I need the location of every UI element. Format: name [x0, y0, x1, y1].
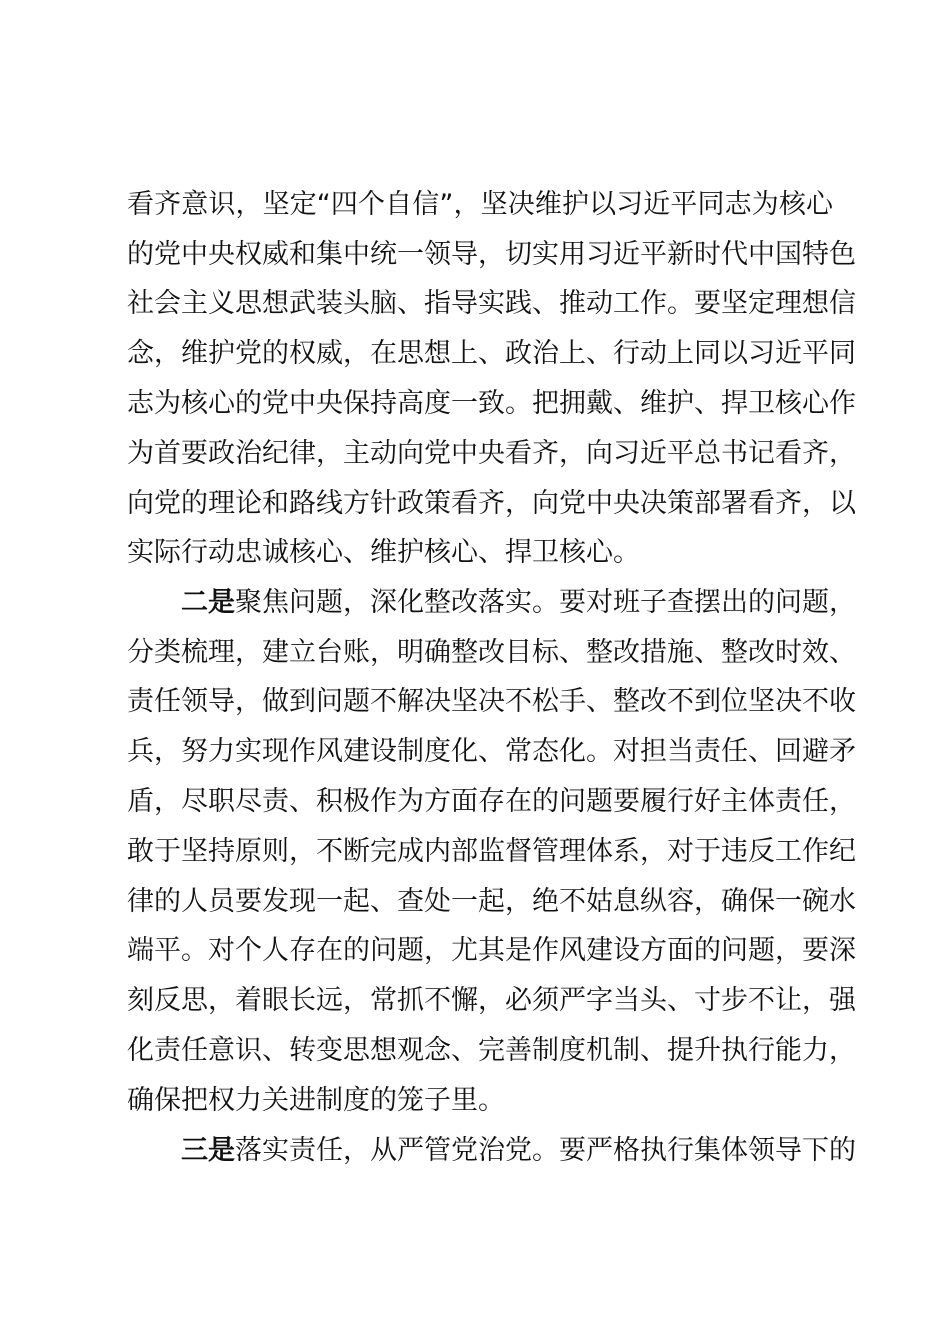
- paragraph-line: 的党中央权威和集中统一领导，切实用习近平新时代中国特色: [127, 239, 856, 270]
- paragraph-line: 化责任意识、转变思想观念、完善制度机制、提升执行能力，: [127, 1035, 856, 1066]
- paragraph-line: 念，维护党的权威，在思想上、政治上、行动上同以习近平同: [127, 338, 856, 369]
- paragraph-line: 责任领导，做到问题不解决坚决不松手、整改不到位坚决不收: [127, 686, 856, 717]
- paragraph-text: 落实责任，从严管党治党。要严格执行集体领导下的: [235, 1135, 856, 1166]
- paragraph-line: 刻反思，着眼长远，常抓不懈，必须严字当头、寸步不让，强: [127, 985, 856, 1016]
- paragraph-line: 盾，尽职尽责、积极作为方面存在的问题要履行好主体责任，: [127, 786, 856, 817]
- paragraph-line: 向党的理论和路线方针政策看齐，向党中央决策部署看齐，以: [127, 488, 856, 519]
- paragraph-line: 实际行动忠诚核心、维护核心、捍卫核心。: [127, 537, 640, 568]
- paragraph-line: 端平。对个人存在的问题，尤其是作风建设方面的问题，要深: [127, 935, 856, 966]
- paragraph-line: 社会主义思想武装头脑、指导实践、推动工作。要坚定理想信: [127, 288, 856, 319]
- paragraph-line: 看齐意识，坚定“四个自信”，坚决维护以习近平同志为核心: [127, 189, 833, 220]
- paragraph-line: 为首要政治纪律，主动向党中央看齐，向习近平总书记看齐，: [127, 438, 856, 469]
- paragraph-first-line: [127, 578, 856, 628]
- paragraph-line: 敢于坚持原则，不断完成内部监督管理体系，对于违反工作纪: [127, 836, 856, 867]
- paragraph-line: 律的人员要发现一起、查处一起，绝不姑息纵容，确保一碗水: [127, 886, 856, 917]
- paragraph-line: 确保把权力关进制度的笼子里。: [127, 1085, 505, 1116]
- paragraph-line: 兵，努力实现作风建设制度化、常态化。对担当责任、回避矛: [127, 736, 856, 767]
- paragraph-first-line: [127, 1126, 856, 1176]
- paragraph-line: 志为核心的党中央保持高度一致。把拥戴、维护、捍卫核心作: [127, 388, 856, 419]
- paragraph-text: 聚焦问题，深化整改落实。要对班子查摆出的问题，: [235, 587, 856, 618]
- paragraph-lead: 三是: [181, 1135, 235, 1166]
- paragraph-lead: 二是: [181, 587, 235, 618]
- paragraph-line: 分类梳理，建立台账，明确整改目标、整改措施、整改时效、: [127, 637, 856, 668]
